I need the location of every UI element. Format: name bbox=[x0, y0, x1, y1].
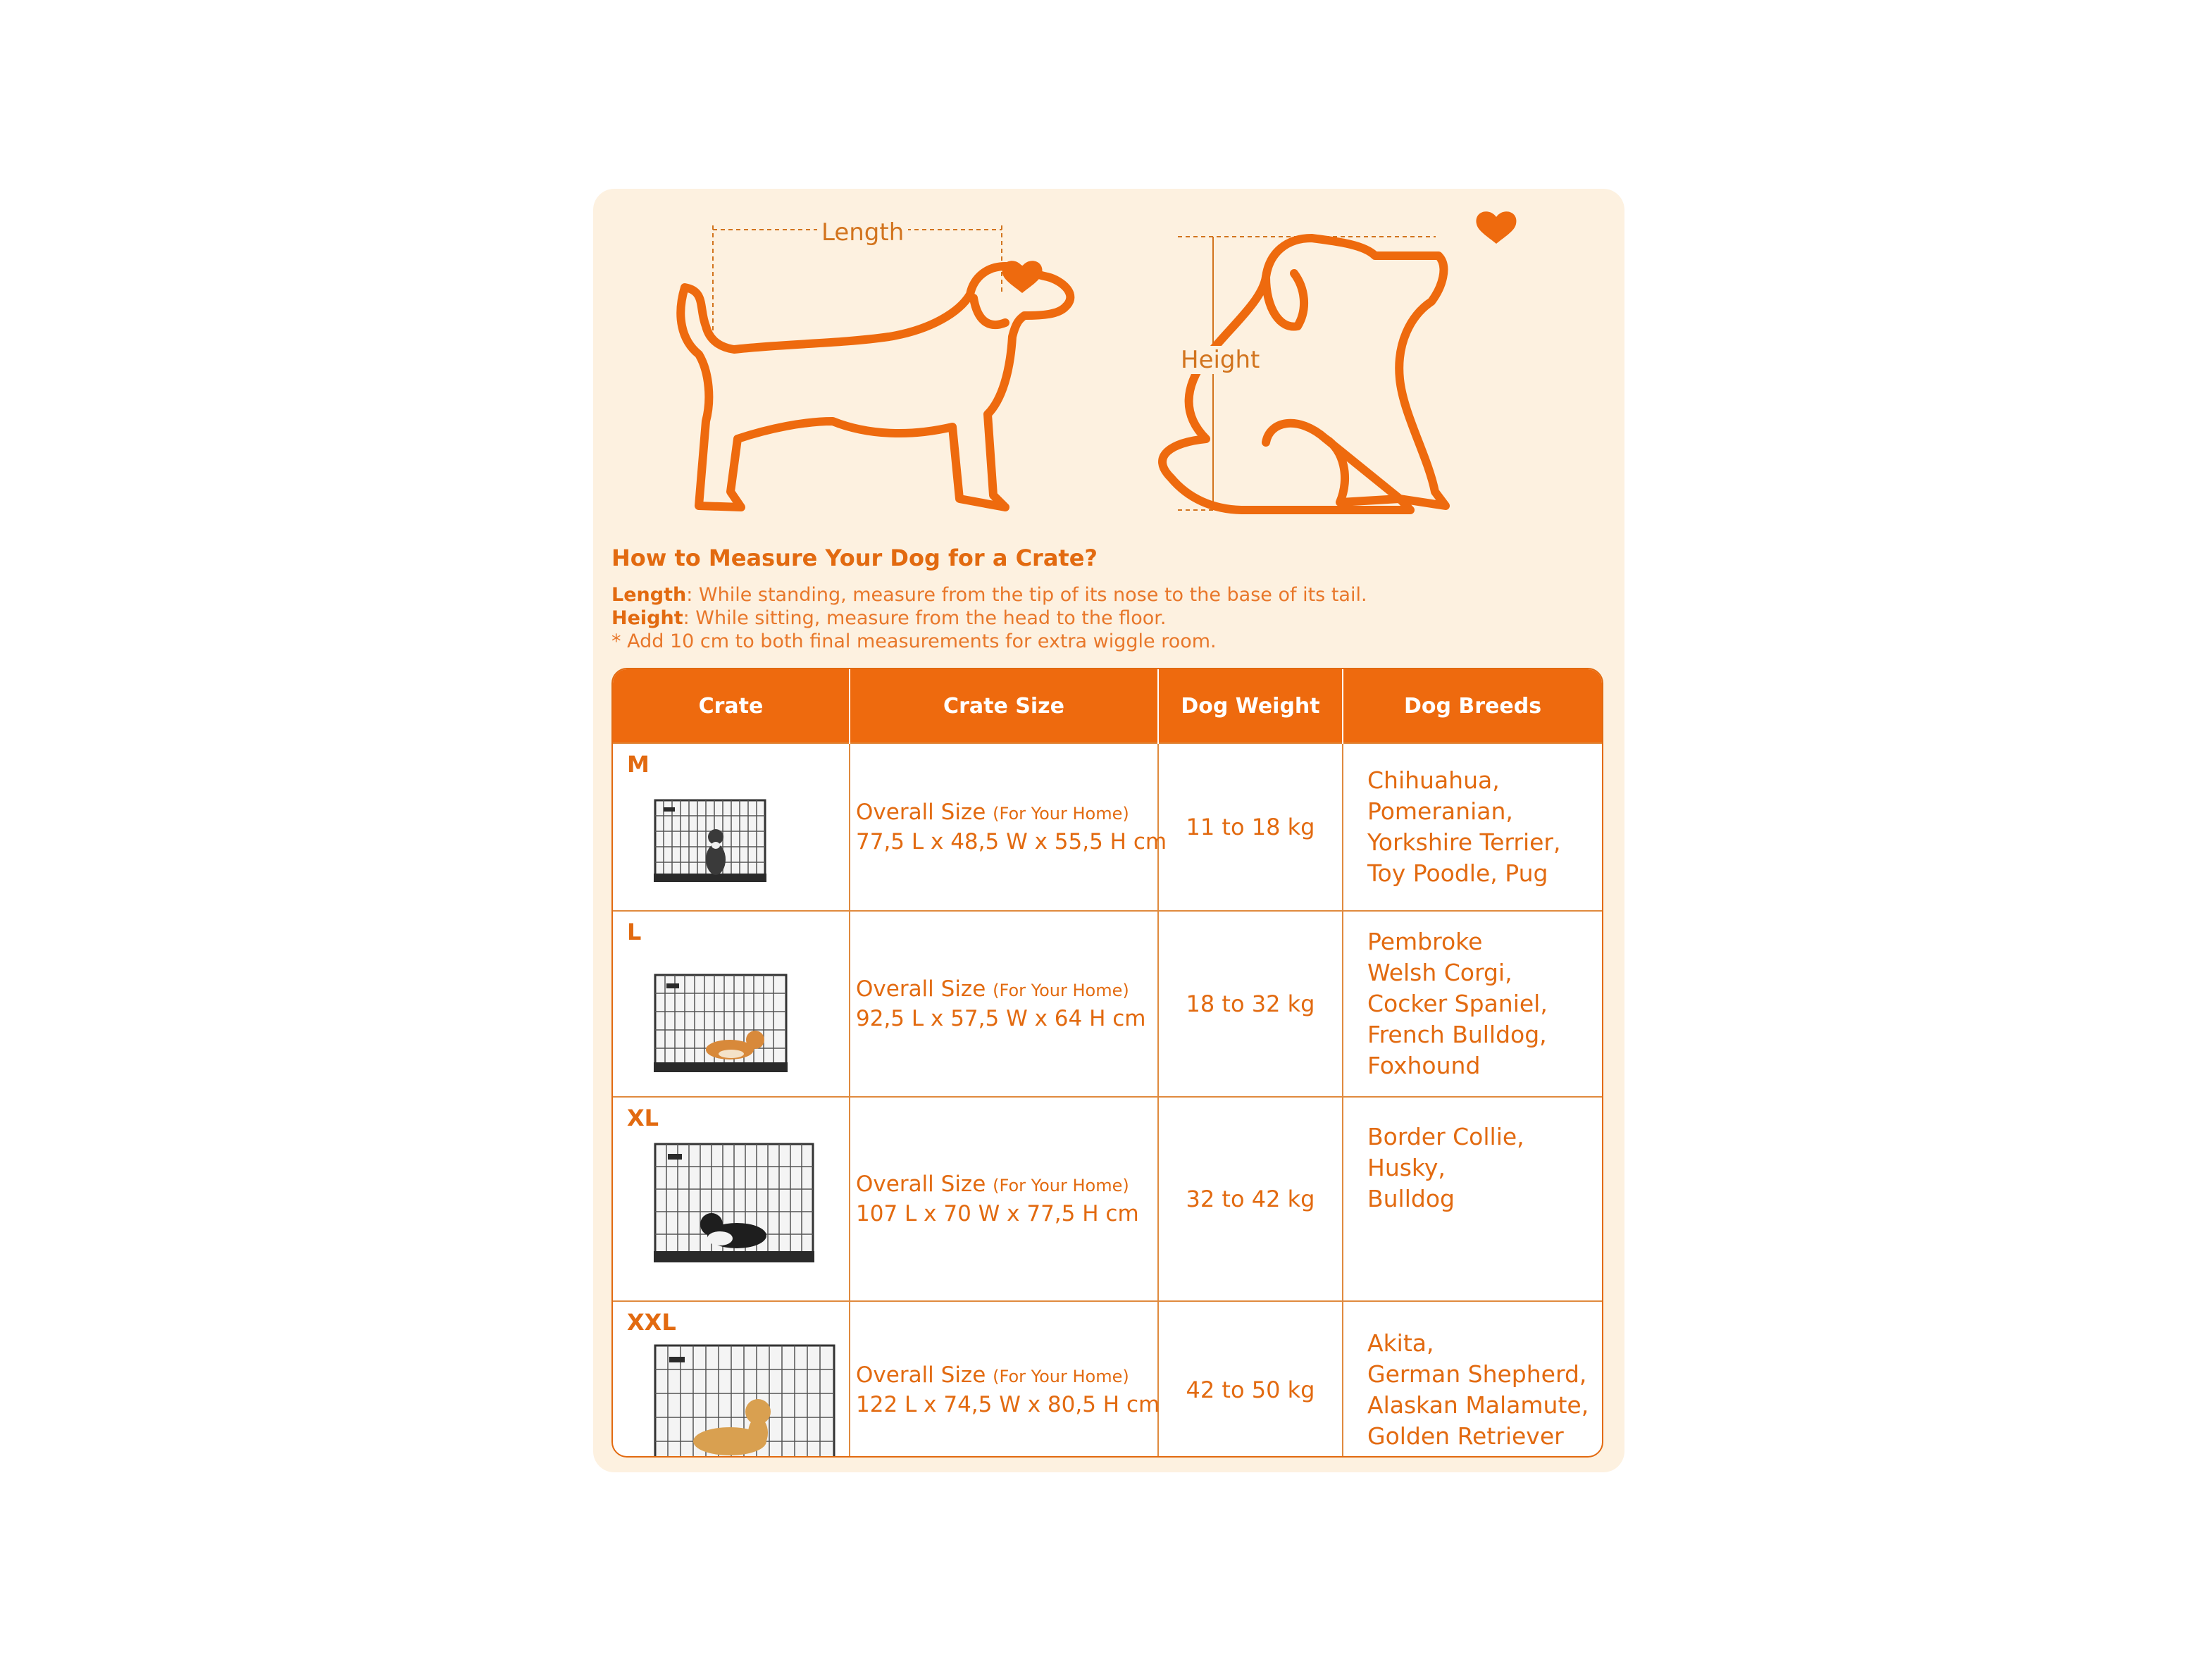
crate-dimensions: 122 L x 74,5 W x 80,5 H cm bbox=[856, 1392, 1160, 1417]
breed-line: Akita, bbox=[1367, 1329, 1434, 1357]
crate-code: M bbox=[627, 751, 650, 778]
breed-line: Chihuahua, bbox=[1367, 766, 1500, 794]
breed-line: Husky, bbox=[1367, 1154, 1446, 1181]
wiggle-room-note: * Add 10 cm to both final measurements for extra wiggle room. bbox=[611, 630, 1217, 652]
crate-dimensions: 107 L x 70 W x 77,5 H cm bbox=[856, 1201, 1139, 1226]
size-note: (For Your Home) bbox=[993, 1176, 1129, 1195]
size-note: (For Your Home) bbox=[993, 804, 1129, 824]
crate-dimensions: 92,5 L x 57,5 W x 64 H cm bbox=[856, 1006, 1146, 1031]
crate-cell bbox=[613, 1097, 850, 1301]
breed-line: French Bulldog, bbox=[1367, 1021, 1547, 1048]
crate-cell bbox=[613, 911, 850, 1097]
measurement-illustration bbox=[593, 189, 1624, 541]
size-guide-card bbox=[593, 189, 1624, 1472]
crate-size-cell bbox=[850, 911, 1158, 1097]
height-term: Height bbox=[611, 607, 683, 629]
height-instruction bbox=[611, 607, 1598, 630]
size-label: Overall Size bbox=[856, 976, 986, 1002]
size-note: (For Your Home) bbox=[993, 981, 1129, 1000]
crate-code: L bbox=[627, 919, 642, 945]
breed-line: Pomeranian, bbox=[1367, 797, 1513, 825]
dog-breeds bbox=[1343, 1097, 1602, 1301]
crate-photo-m bbox=[652, 796, 768, 883]
length-term: Length bbox=[611, 584, 687, 606]
dog-weight: 32 to 42 kg bbox=[1158, 1097, 1343, 1301]
standing-dog-outline bbox=[681, 266, 1070, 507]
length-guide-lines bbox=[713, 225, 1436, 510]
size-note: (For Your Home) bbox=[993, 1367, 1129, 1386]
crate-cell bbox=[613, 743, 850, 911]
table-header-row bbox=[613, 669, 1602, 743]
dog-breeds bbox=[1343, 1301, 1602, 1458]
crate-size-cell bbox=[850, 1301, 1158, 1458]
breed-line: Foxhound bbox=[1367, 1052, 1481, 1079]
header-dog-breeds: Dog Breeds bbox=[1343, 669, 1602, 743]
breed-line: Yorkshire Terrier, bbox=[1367, 828, 1561, 856]
dog-m bbox=[706, 829, 726, 875]
dog-weight: 42 to 50 kg bbox=[1158, 1301, 1343, 1458]
height-label: Height bbox=[1176, 346, 1264, 374]
breed-line: German Shepherd, bbox=[1367, 1360, 1587, 1388]
breed-line: Border Collie, bbox=[1367, 1123, 1524, 1150]
size-label: Overall Size bbox=[856, 1172, 986, 1197]
crate-size-cell bbox=[850, 743, 1167, 911]
table-row bbox=[613, 1097, 1602, 1301]
dog-breeds bbox=[1343, 911, 1602, 1097]
heart-icon-2 bbox=[1477, 211, 1517, 244]
height-text: : While sitting, measure from the head to the floor. bbox=[683, 607, 1167, 629]
crate-cell bbox=[613, 1301, 850, 1458]
breed-line: Toy Poodle, Pug bbox=[1367, 859, 1548, 887]
size-table bbox=[611, 668, 1603, 1458]
breed-line: Pembroke bbox=[1367, 928, 1483, 955]
header-crate: Crate bbox=[613, 669, 850, 743]
breed-line: Cocker Spaniel, bbox=[1367, 990, 1548, 1017]
breed-line: Golden Retriever bbox=[1367, 1422, 1564, 1450]
header-dog-weight: Dog Weight bbox=[1158, 669, 1343, 743]
breed-line: Alaskan Malamute, bbox=[1367, 1391, 1589, 1419]
measurement-instructions bbox=[611, 583, 1598, 653]
crate-photo-l bbox=[652, 971, 789, 1074]
table-row bbox=[613, 743, 1602, 911]
table-row bbox=[613, 1301, 1602, 1458]
crate-code: XXL bbox=[627, 1309, 676, 1336]
crate-code: XL bbox=[627, 1105, 659, 1131]
dog-weight: 18 to 32 kg bbox=[1158, 911, 1343, 1097]
breed-line: Welsh Corgi, bbox=[1367, 959, 1512, 986]
guide-title: How to Measure Your Dog for a Crate? bbox=[611, 545, 1098, 571]
dog-breeds bbox=[1343, 743, 1602, 911]
crate-photo-xl bbox=[652, 1140, 816, 1264]
header-crate-size: Crate Size bbox=[850, 669, 1158, 743]
length-label: Length bbox=[817, 218, 908, 247]
breed-line: Bulldog bbox=[1367, 1185, 1455, 1212]
dog-weight: 11 to 18 kg bbox=[1158, 743, 1343, 911]
size-label: Overall Size bbox=[856, 1362, 986, 1388]
crate-size-cell bbox=[850, 1097, 1158, 1301]
crate-photo-xxl bbox=[652, 1341, 837, 1458]
sitting-dog-outline bbox=[1162, 238, 1446, 510]
size-label: Overall Size bbox=[856, 800, 986, 825]
table-row bbox=[613, 911, 1602, 1097]
crate-dimensions: 77,5 L x 48,5 W x 55,5 H cm bbox=[856, 829, 1167, 855]
length-text: : While standing, measure from the tip of its nose to the base of its tail. bbox=[686, 584, 1367, 606]
dog-measurement-diagram bbox=[593, 189, 1624, 541]
length-instruction bbox=[611, 583, 1598, 607]
